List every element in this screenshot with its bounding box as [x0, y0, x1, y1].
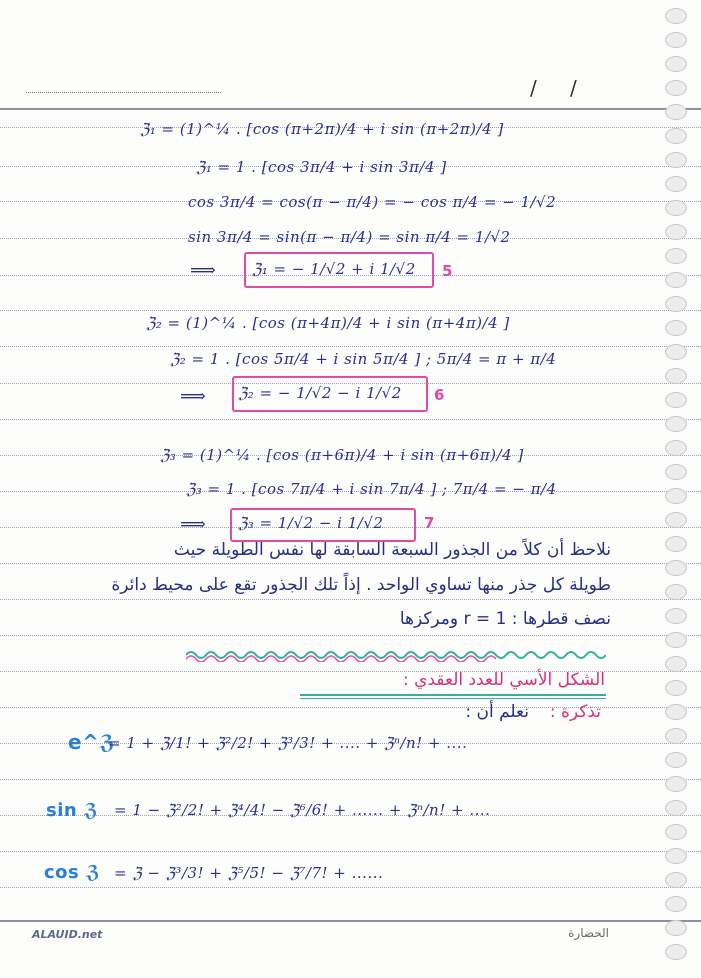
z1-formula: ℨ₁ = (1)^¼ . [cos (π+2π)/4 + i sin (π+2π)/4 ]	[140, 120, 504, 138]
ring-icon	[665, 488, 687, 504]
ring-icon	[665, 896, 687, 912]
ring-icon	[665, 152, 687, 168]
ruled-line	[0, 419, 701, 420]
z2-formula: ℨ₂ = (1)^¼ . [cos (π+4π)/4 + i sin (π+4π)/4 ]	[146, 314, 510, 332]
section-title: الشكل الأسي للعدد العقدي :	[403, 670, 605, 690]
ring-icon	[665, 320, 687, 336]
z2-simplified: ℨ₂ = 1 . [cos 5π/4 + i sin 5π/4 ] ; 5π/4 = π + π/4	[170, 350, 557, 368]
z3-formula: ℨ₃ = (1)^¼ . [cos (π+6π)/4 + i sin (π+6π)/4 ]	[160, 446, 524, 464]
z1-label: 5	[442, 262, 453, 280]
ring-icon	[665, 752, 687, 768]
title-underline	[300, 694, 606, 696]
ring-icon	[665, 704, 687, 720]
ring-icon	[665, 800, 687, 816]
note-line-2: طويلة كل جذر منها تساوي الواحد . إذاً تلك الجذور تقع على محيط دائرة	[111, 575, 611, 595]
exp-series: = 1 + ℨ/1! + ℨ²/2! + ℨ³/3! + .... + ℨⁿ/n! + ....	[108, 734, 468, 752]
ring-icon	[665, 920, 687, 936]
z1-sin-value: sin 3π/4 = sin(π − π/4) = sin π/4 = 1/√2	[188, 228, 511, 246]
spiral-binding	[665, 8, 693, 968]
footer-brand: الحضارة	[568, 926, 609, 940]
ring-icon	[665, 560, 687, 576]
ring-icon	[665, 392, 687, 408]
ring-icon	[665, 104, 687, 120]
ring-icon	[665, 512, 687, 528]
ring-icon	[665, 272, 687, 288]
ring-icon	[665, 248, 687, 264]
footer-logo: ALAUID.net	[32, 928, 103, 941]
ring-icon	[665, 608, 687, 624]
z1-simplified: ℨ₁ = 1 . [cos 3π/4 + i sin 3π/4 ]	[196, 158, 447, 176]
implies-arrow-icon: ⟹	[180, 386, 207, 407]
ring-icon	[665, 176, 687, 192]
ring-icon	[665, 680, 687, 696]
ruled-line	[0, 635, 701, 636]
ring-icon	[665, 344, 687, 360]
ring-icon	[665, 56, 687, 72]
sin-label: sin ℨ	[46, 800, 99, 821]
recall-text: نعلم أن :	[465, 702, 529, 722]
ring-icon	[665, 368, 687, 384]
ring-icon	[665, 464, 687, 480]
z1-cos-value: cos 3π/4 = cos(π − π/4) = − cos π/4 = − 1/√2	[188, 193, 557, 211]
date-slash: /	[530, 76, 537, 100]
ruled-line	[0, 887, 701, 888]
ring-icon	[665, 656, 687, 672]
ring-icon	[665, 632, 687, 648]
title-underline	[300, 698, 606, 699]
header-rule	[0, 108, 701, 110]
implies-arrow-icon: ⟹	[180, 514, 207, 535]
ring-icon	[665, 848, 687, 864]
z3-label: 7	[424, 514, 435, 532]
ring-icon	[665, 8, 687, 24]
ring-icon	[665, 128, 687, 144]
z2-label: 6	[434, 386, 445, 404]
ring-icon	[665, 728, 687, 744]
ring-icon	[665, 872, 687, 888]
cos-label: cos ℨ	[44, 862, 101, 883]
ring-icon	[665, 296, 687, 312]
ring-icon	[665, 824, 687, 840]
ring-icon	[665, 200, 687, 216]
z3-simplified: ℨ₃ = 1 . [cos 7π/4 + i sin 7π/4 ] ; 7π/4 = − π/4	[186, 480, 557, 498]
ruled-line	[0, 779, 701, 780]
ruled-line	[0, 851, 701, 852]
ruled-line	[0, 563, 701, 564]
ring-icon	[665, 32, 687, 48]
ring-icon	[665, 224, 687, 240]
ring-icon	[665, 416, 687, 432]
header-dotted-line	[26, 92, 221, 93]
ring-icon	[665, 80, 687, 96]
cos-series: = ℨ − ℨ³/3! + ℨ⁵/5! − ℨ⁷/7! + ......	[114, 864, 384, 882]
exp-label: e^ℨ	[68, 730, 116, 754]
z3-result: ℨ₃ = 1/√2 − i 1/√2	[238, 514, 384, 532]
ring-icon	[665, 536, 687, 552]
ring-icon	[665, 944, 687, 960]
wavy-separator	[186, 648, 606, 662]
z2-result: ℨ₂ = − 1/√2 − i 1/√2	[238, 384, 402, 402]
ring-icon	[665, 440, 687, 456]
ruled-line	[0, 310, 701, 311]
recall-label: تذكرة :	[549, 702, 601, 722]
footer-rule	[0, 920, 701, 922]
ruled-line	[0, 346, 701, 347]
sin-series: = 1 − ℨ²/2! + ℨ⁴/4! − ℨ⁶/6! + ...... + ℨⁿ/n! + ....	[114, 801, 491, 819]
ring-icon	[665, 776, 687, 792]
note-line-1: نلاحظ أن كلاً من الجذور السبعة السابقة لها نفس الطويلة حيث	[173, 540, 611, 560]
implies-arrow-icon: ⟹	[190, 260, 217, 281]
z1-result: ℨ₁ = − 1/√2 + i 1/√2	[252, 260, 416, 278]
ring-icon	[665, 584, 687, 600]
ruled-line	[0, 599, 701, 600]
date-slash: /	[570, 76, 577, 100]
note-line-3: نصف قطرها : r = 1 ومركزها	[399, 609, 611, 629]
